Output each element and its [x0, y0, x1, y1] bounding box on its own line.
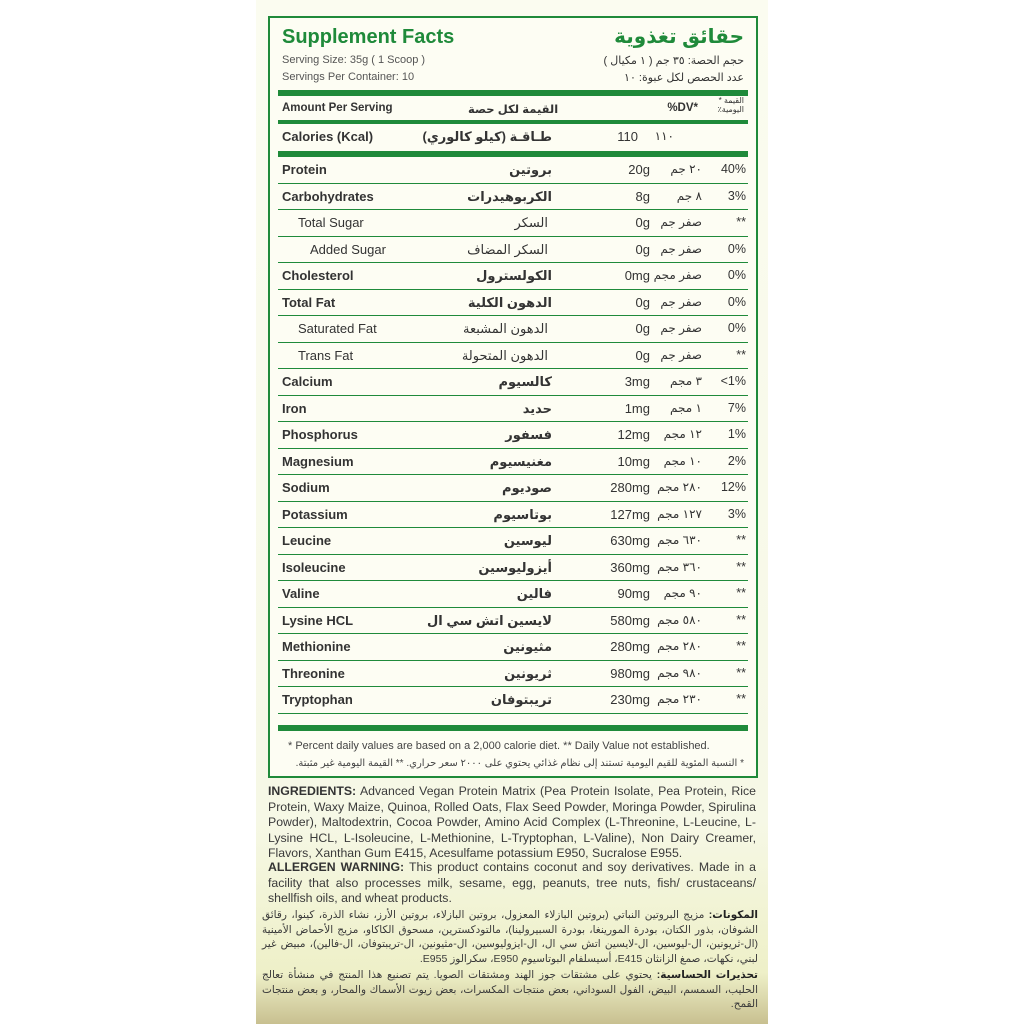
nutrient-dv: **	[736, 347, 746, 362]
nutrient-amount-ar: صفر جم	[660, 241, 702, 256]
nutrient-dv: **	[736, 692, 746, 706]
nutrient-amount: 127mg	[610, 506, 650, 522]
nutrient-amount: 0g	[635, 294, 650, 310]
nutrient-amount: 8g	[635, 188, 650, 204]
nutrient-amount-ar: صفر جم	[660, 347, 702, 362]
nutrient-amount-ar: صفر جم	[660, 294, 702, 309]
supplement-facts-panel	[268, 16, 758, 778]
nutrient-name-en: Saturated Fat	[298, 321, 377, 336]
nutrient-name-ar: ليوسين	[503, 533, 552, 548]
allergen-ar-text: يحتوي على مشتقات جوز الهند ومشتقات الصويا. يتم تصنيع هذا المنتج في منشأة تعالج الحليب، السمسم، البيض، الفول السوداني، بعض منتجات المكسرات، بعض زيوت الأسماك والمحار، و بعض منتجات القمح.	[262, 969, 758, 1010]
serving-size-en: Serving Size: 35g ( 1 Scoop )	[282, 54, 426, 66]
nutrient-dv: **	[736, 586, 746, 600]
nutrient-amount-ar: ٢٣٠ مجم	[657, 692, 702, 706]
nutrient-amount-ar: ٢٠ جم	[670, 162, 702, 176]
nutrient-name-ar: مثيونين	[503, 639, 552, 654]
nutrient-name-en: Total Sugar	[298, 215, 364, 230]
nutrient-name-ar: حديد	[522, 400, 552, 416]
nutrient-name-en: Leucine	[282, 533, 332, 548]
nutrient-name-ar: الدهون الكلية	[467, 294, 552, 310]
nutrient-dv: 12%	[720, 480, 746, 494]
nutrient-name-en: Added Sugar	[310, 241, 386, 257]
nutrient-list	[278, 157, 748, 714]
nutrient-amount: 580mg	[610, 612, 650, 628]
nutrient-row	[278, 184, 748, 211]
nutrient-amount-ar: صفر جم	[660, 321, 702, 335]
nutrient-amount-ar: ٢٨٠ مجم	[657, 480, 702, 494]
nutrient-row	[278, 634, 748, 661]
nutrient-name-ar: تريبتوفان	[490, 692, 552, 707]
nutrient-row	[278, 316, 748, 343]
nutrient-name-en: Calcium	[282, 374, 333, 389]
title-ar: حقائق تغذوية	[614, 26, 744, 48]
nutrient-amount-ar: ١ مجم	[670, 400, 702, 415]
nutrient-name-ar: صوديوم	[502, 480, 552, 495]
ingredients-label: INGREDIENTS:	[268, 784, 357, 798]
dv-header-ar: القيمة * اليومية٪	[717, 96, 744, 114]
allergen-label: ALLERGEN WARNING:	[268, 860, 405, 874]
nutrient-name-ar: أيزوليوسين	[478, 559, 552, 575]
nutrient-dv: 2%	[727, 453, 746, 468]
nutrient-amount: 3mg	[624, 374, 650, 389]
nutrient-name-en: Phosphorus	[282, 427, 358, 442]
nutrient-row	[278, 449, 748, 476]
nutrient-row	[278, 369, 748, 396]
nutrient-row	[278, 502, 748, 529]
nutrient-dv: **	[736, 215, 746, 229]
nutrient-dv: **	[736, 665, 746, 680]
nutrient-dv: **	[736, 612, 746, 627]
nutrient-row	[278, 157, 748, 184]
servings-en: Servings Per Container: 10	[282, 71, 415, 83]
nutrient-amount-ar: ٦٣٠ مجم	[657, 533, 702, 547]
nutrient-name-ar: السكر	[514, 215, 548, 230]
nutrient-name-en: Isoleucine	[282, 559, 346, 575]
nutrient-name-ar: كالسيوم	[498, 374, 552, 389]
nutrient-amount-ar: ٩٨٠ مجم	[657, 665, 702, 680]
nutrient-name-ar: لايسين اتش سي ال	[426, 612, 552, 628]
nutrient-amount: 0g	[635, 241, 650, 257]
nutrient-dv: 7%	[727, 400, 746, 415]
nutrient-row	[278, 210, 748, 237]
ingredients-ar-text: مزيج البروتين النباتي (بروتين البازلاء المعزول، بروتين البازلاء، بروتين الأرز، نشاء الذرة، كينوا، رقائق الشوفان، بذور الكتان، بودرة المورينغا، بودرة السبيرولينا)، مالتودكسترين، مسحوق الكاكاو، مزيج الأحماض الأمينية (ال-ثريونين، ال-ليوسين، ال-لايسين اتش سي ال، ال-ايزوليوسين، ال-مثيونين، ال-تريبتوفان، ال-فالين)، مبيض غير لبني، نكهات، صمغ الزانثان E415، أسيسلفام البوتاسيوم E950، سكرالوز E955.	[262, 909, 758, 965]
nutrient-amount: 0mg	[624, 268, 650, 283]
nutrient-name-en: Threonine	[282, 665, 345, 681]
nutrient-name-ar: فسفور	[505, 427, 552, 442]
nutrient-name-ar: الدهون المشبعة	[463, 321, 548, 336]
nutrient-dv: 0%	[727, 241, 746, 256]
title-en: Supplement Facts	[282, 26, 455, 48]
nutrient-row	[278, 687, 748, 714]
nutrient-amount-ar: ١٠ مجم	[663, 453, 702, 468]
nutrient-name-en: Sodium	[282, 480, 330, 495]
nutrient-name-en: Potassium	[282, 506, 348, 522]
nutrient-row	[278, 343, 748, 370]
divider-thick	[278, 90, 748, 96]
serving-size-ar: حجم الحصة: ٣٥ جم ( ١ مكيال )	[603, 55, 744, 67]
nutrient-row	[278, 263, 748, 290]
nutrient-amount: 980mg	[610, 665, 650, 681]
nutrient-rows	[278, 124, 748, 714]
nutrient-row	[278, 661, 748, 688]
ingredients-section	[268, 784, 756, 862]
calories-row	[278, 124, 748, 152]
nutrient-amount: 12mg	[617, 427, 650, 442]
nutrient-dv: 1%	[727, 427, 746, 441]
nutrient-name-ar: الدهون المتحولة	[461, 347, 548, 363]
nutrient-amount: 10mg	[617, 453, 650, 469]
nutrient-amount-ar: صفر جم	[660, 215, 702, 229]
nutrient-amount-ar: صفر مجم	[653, 268, 702, 282]
nutrient-amount-ar: ٣ مجم	[670, 374, 702, 388]
amount-header-en: Amount Per Serving	[282, 102, 393, 114]
nutrient-amount: 630mg	[610, 533, 650, 548]
nutrient-name-en: Lysine HCL	[282, 612, 354, 628]
nutrient-amount: 0g	[635, 215, 650, 230]
nutrient-amount-ar: ٥٨٠ مجم	[657, 612, 702, 627]
nutrient-amount: 90mg	[617, 586, 650, 601]
nutrient-dv: <1%	[720, 374, 746, 388]
column-header	[282, 98, 744, 120]
nutrient-name-en: Cholesterol	[282, 268, 354, 283]
nutrient-name-ar: السكر المضاف	[467, 241, 548, 257]
nutrient-amount: 0g	[635, 321, 650, 336]
nutrient-amount-ar: ٨ جم	[676, 188, 702, 203]
ingredients-ar-section	[262, 908, 758, 966]
amount-header-ar: القيمة لكل حصة	[468, 104, 559, 116]
allergen-text: This product contains coconut and soy derivatives. Made in a facility that also processes milk, sesame, egg, peanuts, tree nuts, fish/ crustaceans/ shellfish oils, and wheat products.	[268, 860, 756, 906]
nutrient-amount: 1mg	[624, 400, 650, 416]
calories-label-ar: طـاقـة (كيلو كالوري)	[422, 129, 552, 144]
nutrient-row	[278, 422, 748, 449]
nutrient-dv: 3%	[727, 506, 746, 521]
nutrient-name-ar: بروتين	[509, 162, 552, 177]
ingredients-ar-label: المكونات:	[708, 909, 758, 921]
nutrient-amount-ar: ١٢ مجم	[663, 427, 702, 441]
nutrient-amount: 20g	[628, 162, 650, 177]
nutrient-dv: 3%	[727, 188, 746, 203]
nutrient-name-en: Tryptophan	[282, 692, 353, 707]
nutrient-name-en: Iron	[282, 400, 307, 416]
nutrient-amount-ar: ٩٠ مجم	[663, 586, 702, 600]
nutrient-dv: 0%	[727, 268, 746, 282]
servings-ar: عدد الحصص لكل عبوة: ١٠	[624, 72, 744, 84]
nutrient-amount: 230mg	[610, 692, 650, 707]
nutrient-amount: 280mg	[610, 639, 650, 654]
calories-amount-ar: ١١٠	[654, 129, 674, 143]
nutrient-name-ar: ثريونين	[504, 665, 552, 681]
nutrient-amount-ar: ٣٦٠ مجم	[657, 559, 702, 574]
nutrient-name-en: Total Fat	[282, 294, 336, 310]
nutrient-dv: 0%	[727, 321, 746, 335]
nutrient-dv: 0%	[727, 294, 746, 309]
nutrient-row	[278, 528, 748, 555]
nutrient-amount: 280mg	[610, 480, 650, 495]
nutrient-name-ar: بوتاسيوم	[493, 506, 552, 522]
nutrient-name-en: Magnesium	[282, 453, 354, 469]
dv-header: %DV*	[667, 102, 698, 114]
allergen-section	[268, 860, 756, 907]
calories-amount: 110	[617, 129, 638, 144]
nutrient-row	[278, 237, 748, 264]
nutrient-row	[278, 581, 748, 608]
nutrient-amount: 0g	[635, 347, 650, 363]
nutrient-name-en: Methionine	[282, 639, 351, 654]
nutrient-amount: 360mg	[610, 559, 650, 575]
nutrient-amount-ar: ١٢٧ مجم	[657, 506, 702, 521]
footnote-ar: * النسبة المئوية للقيم اليومية تستند إلى نظام غذائي يحتوي على ٢٠٠٠ سعر حراري. ** القيمة اليومية غير مثبتة.	[295, 758, 744, 769]
nutrient-name-en: Carbohydrates	[282, 188, 374, 204]
allergen-ar-section	[262, 968, 758, 1012]
nutrient-name-ar: مغنيسيوم	[489, 453, 552, 469]
ingredients-text: Advanced Vegan Protein Matrix (Pea Protein Isolate, Pea Protein, Rice Protein, Waxy Maize, Quinoa, Rolled Oats, Flax Seed Powder, Moringa Powder, Spirulina Powder), Maltodextrin, Cocoa Powder, Amino Acid Complex (L-Threonine, L-Leucine, L-Lysine HCL, L-Isoleucine, L-Methionine, L-Tryptophan, L-Valine), Non Dairy Creamer, Flavors, Xanthan Gum E415, Acesulfame potassium E950, Sucralose E955.	[268, 784, 756, 861]
nutrient-name-en: Trans Fat	[298, 347, 354, 363]
nutrient-name-ar: الكربوهيدرات	[467, 188, 552, 204]
footnote-en: * Percent daily values are based on a 2,000 calorie diet. ** Daily Value not established.	[288, 740, 710, 752]
nutrient-name-ar: فالين	[516, 586, 552, 601]
nutrient-dv: **	[736, 639, 746, 653]
allergen-ar-label: تحذيرات الحساسية:	[656, 969, 758, 981]
nutrient-row	[278, 608, 748, 635]
nutrient-row	[278, 396, 748, 423]
divider-bottom	[278, 725, 748, 731]
nutrient-dv: **	[736, 533, 746, 547]
nutrient-row	[278, 475, 748, 502]
nutrient-name-en: Valine	[282, 586, 320, 601]
nutrient-dv: **	[736, 559, 746, 574]
nutrient-row	[278, 555, 748, 582]
nutrient-amount-ar: ٢٨٠ مجم	[657, 639, 702, 653]
calories-label-en: Calories (Kcal)	[282, 129, 374, 144]
nutrient-name-ar: الكولسترول	[476, 268, 552, 283]
nutrient-row	[278, 290, 748, 317]
nutrient-dv: 40%	[720, 162, 746, 176]
nutrient-name-en: Protein	[282, 162, 327, 177]
